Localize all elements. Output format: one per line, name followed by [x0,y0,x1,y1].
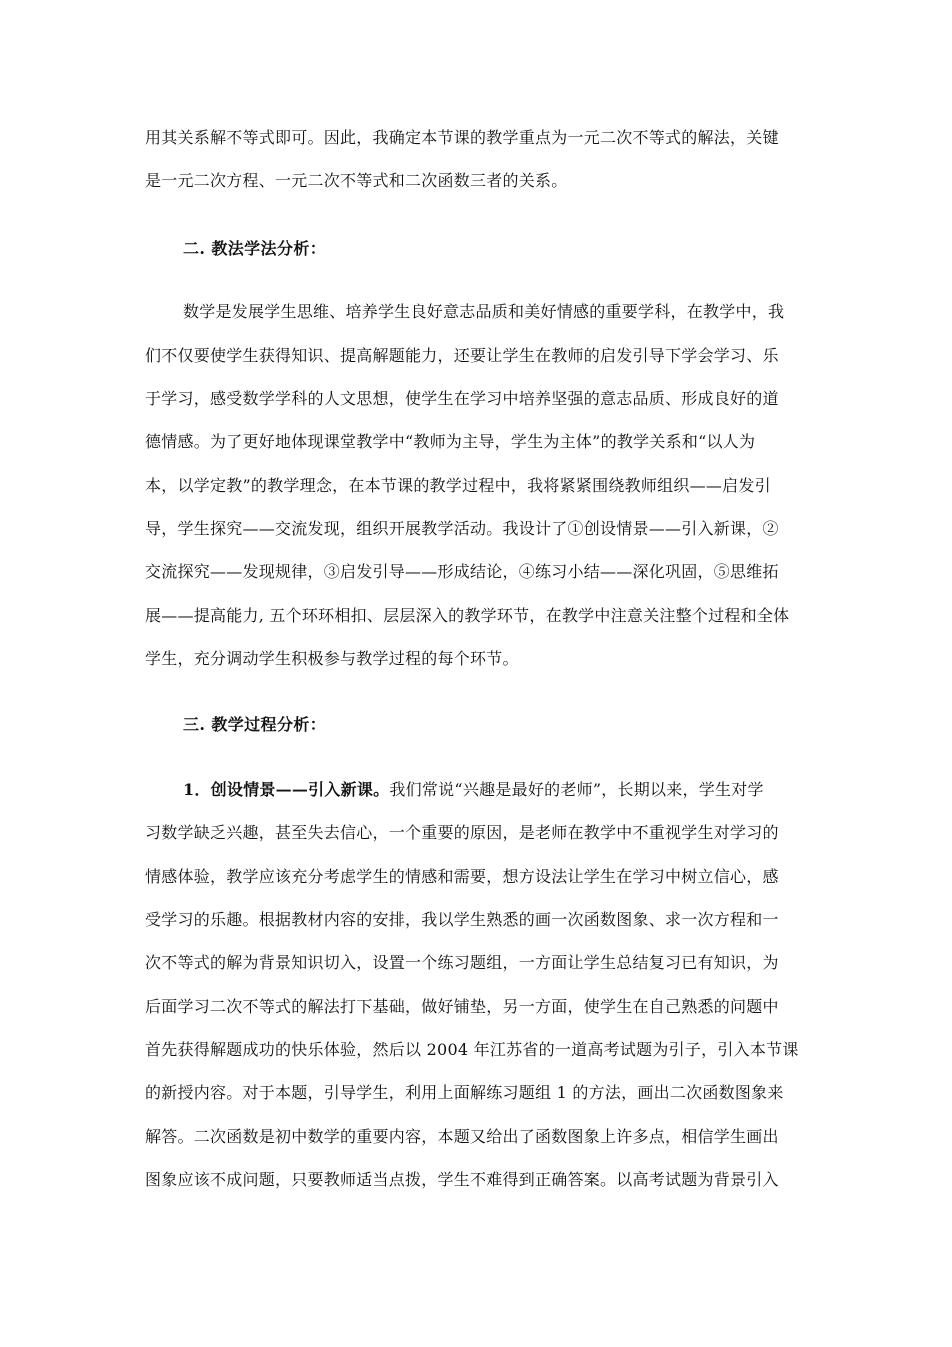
text-line: 本，以学定教”的教学理念，在本节课的教学过程中，我将紧紧围绕教师组织——启发引 [145,476,771,495]
section-heading-teaching-methods: 二. 教法学法分析： [183,239,327,258]
text-line: 数学是发展学生思维、培养学生良好意志品质和美好情感的重要学科，在教学中，我 [183,302,785,321]
text-line: 导，学生探究——交流发现，组织开展教学活动。我设计了①创设情景——引入新课，② [145,519,779,538]
text-line: 解答。二次函数是初中数学的重要内容，本题又给出了函数图象上许多点，相信学生画出 [145,1127,779,1146]
section-heading-teaching-process: 三. 教学过程分析： [183,715,327,734]
text-line: 后面学习二次不等式的解法打下基础，做好铺垫，另一方面，使学生在自己熟悉的问题中 [145,997,779,1016]
text-line: 习数学缺乏兴趣，甚至失去信心，一个重要的原因，是老师在教学中不重视学生对学习的 [145,823,779,842]
item-1-title: 1．创设情景——引入新课。 [183,780,390,799]
text-line: 于学习，感受数学学科的人文思想，使学生在学习中培养坚强的意志品质、形成良好的道 [145,389,779,408]
text-line: 的新授内容。对于本题，引导学生，利用上面解练习题组 1 的方法，画出二次函数图象来 [145,1083,784,1102]
text-line: 是一元二次方程、一元二次不等式和二次函数三者的关系。 [145,171,568,190]
text-line: 德情感。为了更好地体现课堂教学中“教师为主导，学生为主体”的教学关系和“以人为 [145,432,756,451]
text-line: 展——提高能力, 五个环环相扣、层层深入的教学环节，在教学中注意关注整个过程和全体 [145,606,790,625]
text-line-item-1 [183,780,764,800]
text-line: 次不等式的解为背景知识切入，设置一个练习题组，一方面让学生总结复习已有知识，为 [145,953,779,972]
text-line: 用其关系解不等式即可。因此，我确定本节课的教学重点为一元二次不等式的解法，关键 [145,128,779,147]
text-line: 们不仅要使学生获得知识、提高解题能力，还要让学生在教师的启发引导下学会学习、乐 [145,346,779,365]
text-line: 交流探究——发现规律，③启发引导——形成结论，④练习小结——深化巩固，⑤思维拓 [145,562,779,581]
text-line: 情感体验，教学应该充分考虑学生的情感和需要，想方设法让学生在学习中树立信心，感 [145,867,779,886]
text-line: 受学习的乐趣。根据教材内容的安排，我以学生熟悉的画一次函数图象、求一次方程和一 [145,910,779,929]
text-line: 首先获得解题成功的快乐体验，然后以 2004 年江苏省的一道高考试题为引子，引入本节课 [145,1040,799,1059]
text-line: 图象应该不成问题，只要教师适当点拨，学生不难得到正确答案。以高考试题为背景引入 [145,1170,779,1189]
text-line: 学生，充分调动学生积极参与教学过程的每个环节。 [145,649,519,668]
item-1-text: 我们常说“兴趣是最好的老师”，长期以来，学生对学 [389,780,764,799]
